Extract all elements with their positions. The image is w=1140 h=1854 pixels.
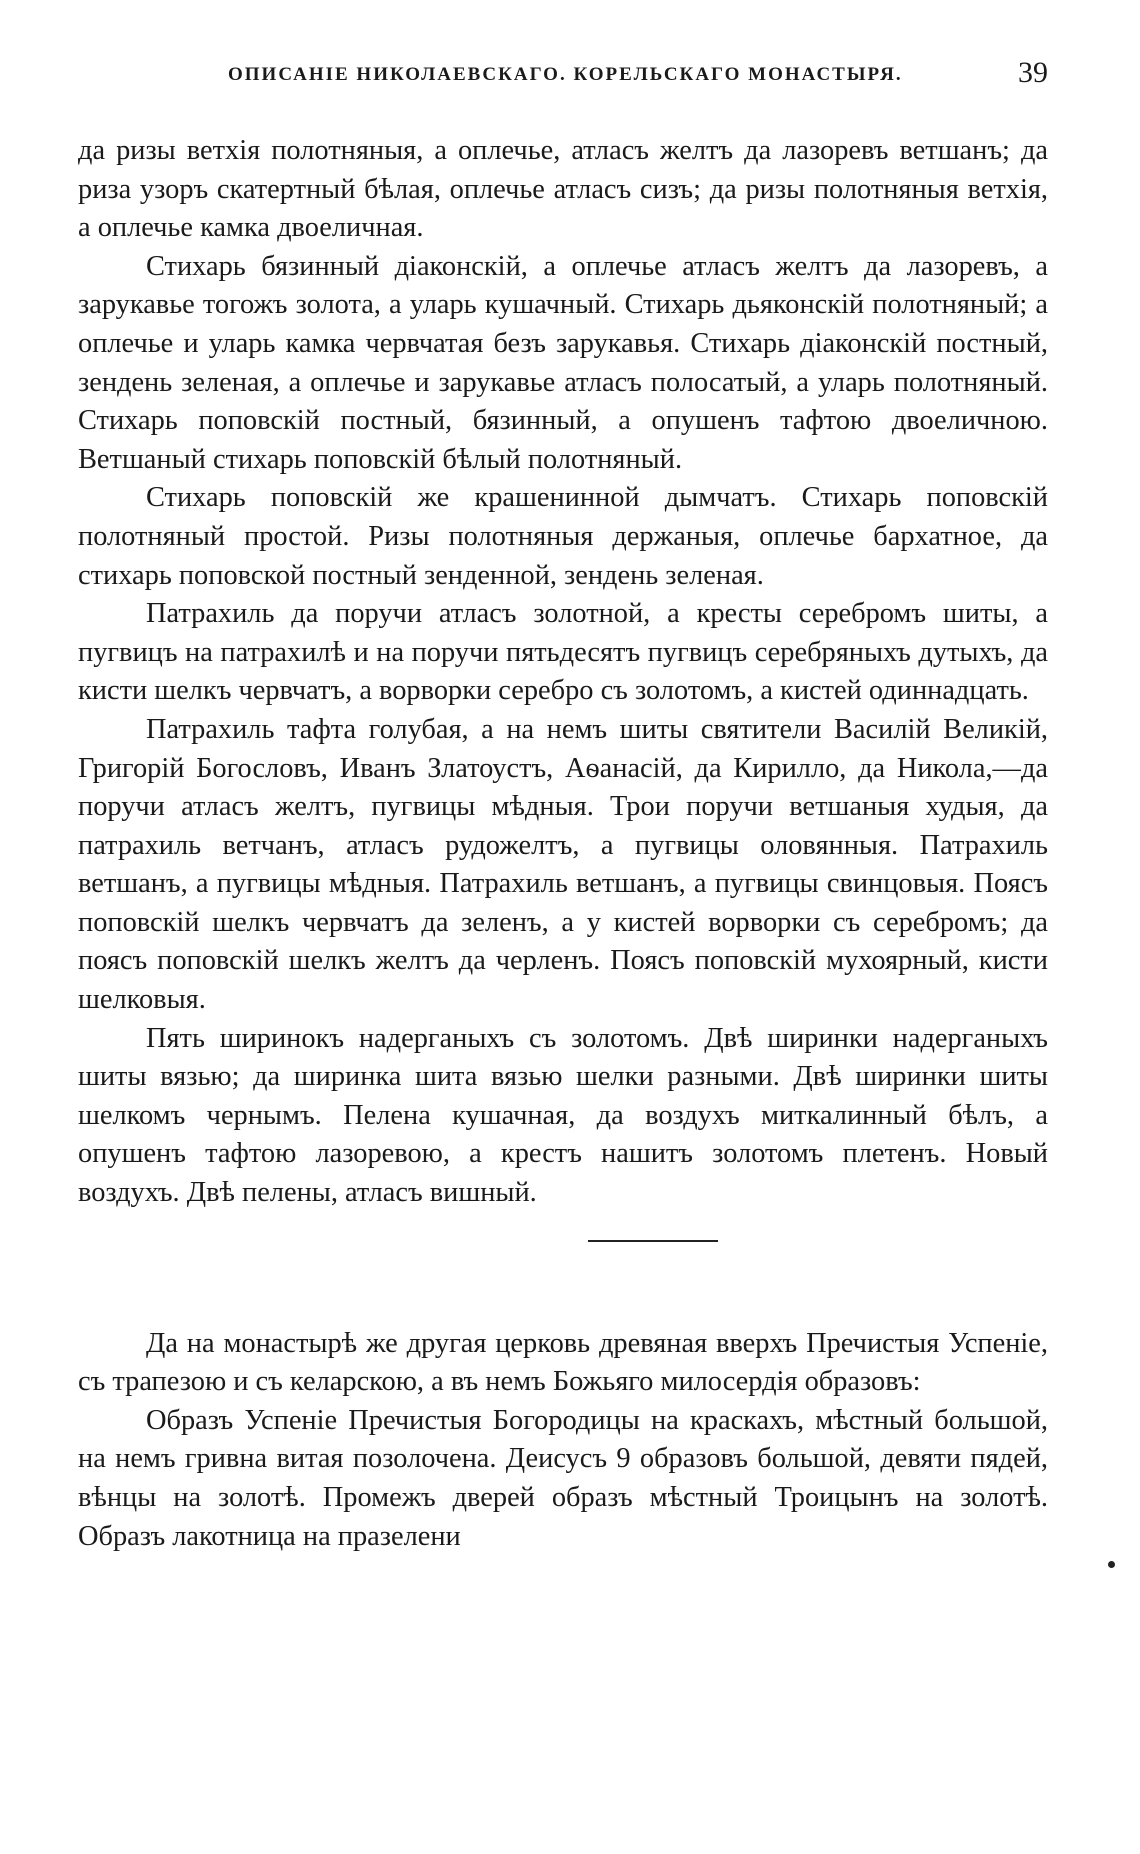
paragraph-1: да ризы ветхія полотняныя, а оплечье, атласъ желтъ да лазоревъ ветшанъ; да риза узоръ скатертный бѣлая, оплечье атласъ сизъ; да ризы полотняныя ветхія, а оплечье камка двоеличная. [78,135,1048,244]
paragraph-3: Стихарь поповскій же крашенинной дымчатъ. Стихарь поповскій полотняный простой. Ризы полотняныя держаныя, оплечье бархатное, да стихарь поповской постный зенденной, зендень зеленая. [78,482,1048,591]
running-title: ОПИСАНІЕ НИКОЛАЕВСКАГО. КОРЕЛЬСКАГО МОНАСТЫРЯ. [228,64,903,85]
section-gap [78,1225,1048,1325]
running-head [78,56,1048,96]
page-number: 39 [1018,56,1048,89]
body-text [78,132,1048,1556]
paragraph-6: Пять ширинокъ надерганыхъ съ золотомъ. Двѣ ширинки надерганыхъ шиты вязью; да ширинка шита вязью шелки разными. Двѣ ширинки шиты шелкомъ чернымъ. Пелена кушачная, да воздухъ миткалинный бѣлъ, а опушенъ тафтою лазоревою, а крестъ нашитъ золотомъ плетенъ. Новый воздухъ. Двѣ пелены, атласъ вишный. [78,1022,1048,1209]
page [78,56,1048,1556]
paragraph-5: Патрахиль тафта голубая, а на немъ шиты святители Василій Великій, Григорій Богословъ, Иванъ Златоустъ, Аѳанасій, да Кирилло, да Никола,—да поручи атласъ желтъ, пугвицы мѣдныя. Трои поручи ветшаныя худыя, да патрахиль ветчанъ, атласъ рудожелтъ, а пугвицы оловянныя. Патрахиль ветшанъ, а пугвицы мѣдныя. Патрахиль ветшанъ, а пугвицы свинцовыя. Поясъ поповскій шелкъ червчатъ да зеленъ, а у кистей ворворки съ серебромъ; да поясъ поповскій шелкъ желтъ да черленъ. Поясъ поповскій мухоярный, кисти шелковыя. [78,713,1048,1016]
paragraph-2: Стихарь бязинный діаконскій, а оплечье атласъ желтъ да лазоревъ, а зарукавье тогожъ золота, а уларь кушачный. Стихарь дьяконскій полотняный; а оплечье и уларь камка червчатая безъ зарукавья. Стихарь діаконскій постный, зендень зеленая, а оплечье и зарукавье атласъ полосатый, а уларь полотняный. Стихарь поповскій постный, бязинный, а опушенъ тафтою двоеличною. Ветшаный стихарь поповскій бѣлый полотняный. [78,250,1048,475]
section-divider [588,1240,718,1242]
paragraph-7: Да на монастырѣ же другая церковь древяная вверхъ Пречистыя Успеніе, съ трапезою и съ келарскою, а въ немъ Божьяго милосердія образовъ: [78,1327,1048,1398]
paragraph-8: Образъ Успеніе Пречистыя Богородицы на краскахъ, мѣстный большой, на немъ гривна витая позолочена. Деисусъ 9 образовъ большой, девяти пядей, вѣнцы на золотѣ. Промежъ дверей образъ мѣстный Троицынъ на золотѣ. Образъ лакотница на празелени [78,1404,1048,1552]
margin-ink-dot [1108,1561,1115,1568]
paragraph-4: Патрахиль да поручи атласъ золотной, а кресты серебромъ шиты, а пугвицъ на патрахилѣ и на поручи пятьдесятъ пугвицъ серебряныхъ дутыхъ, да кисти шелкъ червчатъ, а ворворки серебро съ золотомъ, а кистей одиннадцать. [78,598,1048,707]
